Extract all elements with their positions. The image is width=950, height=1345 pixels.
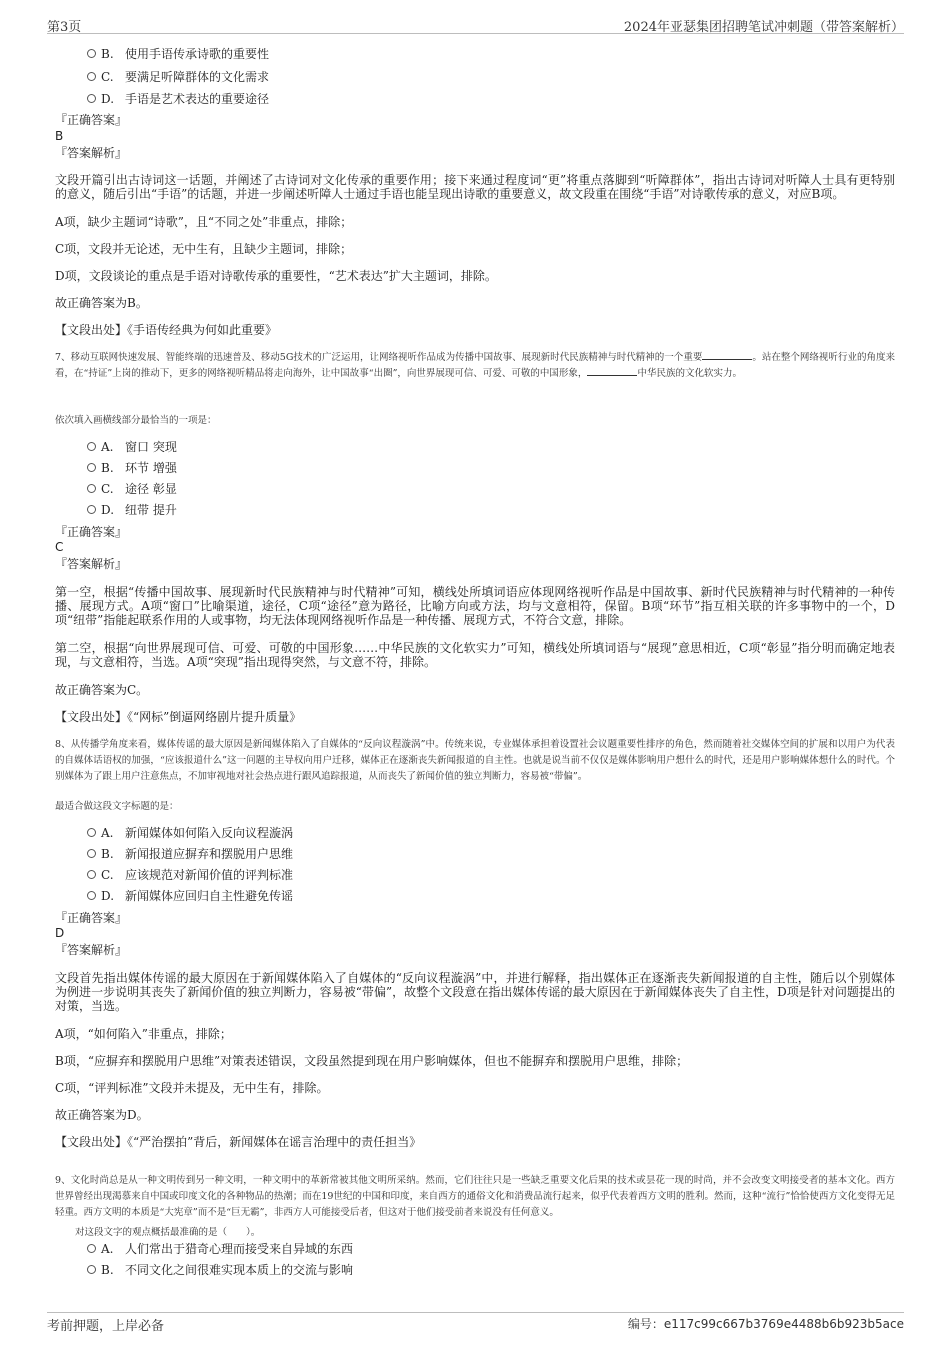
q6-answer-label: 『正确答案』: [55, 113, 128, 127]
q8-answer-label: 『正确答案』: [55, 911, 128, 925]
radio-icon[interactable]: [87, 891, 96, 900]
radio-icon[interactable]: [87, 828, 96, 837]
q7-conclusion: 故正确答案为C。: [55, 683, 149, 697]
radio-icon[interactable]: [87, 484, 96, 493]
q8-analysis-label: 『答案解析』: [55, 943, 128, 957]
radio-icon[interactable]: [87, 94, 96, 103]
q7-option-b[interactable]: B. 环节 增强: [87, 460, 177, 476]
fill-blank: [587, 366, 637, 376]
q8-answer: D: [55, 926, 65, 940]
q7-source: 【文段出处】《“网标”倒逼网络剧片提升质量》: [55, 710, 302, 724]
q7-analysis-para: 第二空，根据“向世界展现可信、可爱、可敬的中国形象……中华民族的文化软实力”可知，横线处所填词语与“展现”意思相近，C项“彰显”指分明而确定地表现，与文意相符，当选。A项“突现”指出现得突然，与文意不符，排除。: [55, 641, 895, 669]
q7-answer-label: 『正确答案』: [55, 525, 128, 539]
q9-option-b[interactable]: B. 不同文化之间很难实现本质上的交流与影响: [87, 1262, 353, 1278]
q8-option-a[interactable]: A. 新闻媒体如何陷入反向议程漩涡: [87, 825, 293, 841]
q8-instruction: 最适合做这段文字标题的是：: [55, 801, 179, 812]
q7-instruction: 依次填入画横线部分最恰当的一项是：: [55, 415, 217, 426]
q9-option-a[interactable]: A. 人们常出于猎奇心理而接受来自异域的东西: [87, 1241, 353, 1257]
q6-analysis-para: 文段开篇引出古诗词这一话题，并阐述了古诗词对文化传承的重要作用；接下来通过程度词“更”将重点落脚到“听障群体”，指出古诗词对听障人士具有更特别的意义，随后引出“手语”的话题，并进一步阐述听障人士通过手语也能呈现出诗歌的重要意义，故文段重在围绕“手语”对诗歌传承的意义，对应B项。: [55, 173, 895, 201]
radio-icon[interactable]: [87, 505, 96, 514]
q6-option-c[interactable]: C. 要满足听障群体的文化需求: [87, 69, 269, 85]
radio-icon[interactable]: [87, 849, 96, 858]
q8-stem: 8、从传播学角度来看，媒体传谣的最大原因是新闻媒体陷入了自媒体的“反向议程漩涡”中。传统来说，专业媒体承担着设置社会议题重要性排序的角色，然而随着社交媒体空间的扩展和以用户为代表的自媒体话语权的加强，“应该报道什么”这一问题的主导权向用户迁移，媒体正在逐渐丧失新闻报道的自主性。也就是说当前不仅仅是媒体影响用户想什么的时代，还是用户影响媒体想什么的时代。个别媒体为了跟上用户注意焦点，不加审视地对社会热点进行跟风追踪报道，从而丧失了新闻价值的独立判断力，容易被“带偏”。: [55, 739, 895, 782]
document-code: 编号：e117c99c667b3769e4488b6b923b5ace: [627, 1317, 904, 1331]
page-header: [47, 14, 904, 34]
radio-icon[interactable]: [87, 870, 96, 879]
footer-slogan: 考前押题，上岸必备: [47, 1319, 165, 1334]
q6-option-b[interactable]: B. 使用手语传承诗歌的重要性: [87, 46, 269, 62]
q7-option-a[interactable]: A. 窗口 突现: [87, 439, 177, 455]
radio-icon[interactable]: [87, 49, 96, 58]
q9-stem: 9、文化时尚总是从一种文明传到另一种文明，一种文明中的革新常被其他文明所采纳。然而，它们往往只是一些缺乏重要文化后果的技术或昙花一现的时尚，并不会改变文明接受者的基本文化。西方世界曾经出现渴慕来自中国或印度文化的各种物品的热潮；而在19世纪的中国和印度，来自西方的通俗文化和消费品流行起来，似乎代表着西方文明的胜利。然而，这种“流行”恰恰使西方文化变得无足轻重。西方文明的本质是“大宪章”而不是“巨无霸”，非西方人可能接受后者，但这对于他们接受前者来说没有任何意义。: [55, 1175, 895, 1218]
q6-analysis-para: C项，文段并无论述，无中生有，且缺少主题词，排除；: [55, 242, 353, 256]
q8-analysis-para: A项，“如何陷入”非重点，排除；: [55, 1027, 232, 1041]
q9-instruction: 对这段文字的观点概括最准确的是（ ）。: [75, 1227, 261, 1238]
q7-option-c[interactable]: C. 途径 彰显: [87, 481, 177, 497]
q7-analysis-para: 第一空，根据“传播中国故事、展现新时代民族精神与时代精神”可知，横线处所填词语应体现网络视听作品是中国故事、新时代民族精神与时代精神的一种传播、展现方式。A项“窗口”比喻渠道，途径，C项“途径”意为路径，比喻方向或方法，均与文意相符，保留。B项“环节”指互相关联的许多事物中的一个，D项“纽带”指能起联系作用的人或事物，均无法体现网络视听作品是一种传播、展现方式，不符合文意，排除。: [55, 585, 895, 627]
fill-blank: [702, 350, 752, 360]
q6-analysis-label: 『答案解析』: [55, 146, 128, 160]
q8-option-d[interactable]: D. 新闻媒体应回归自主性避免传谣: [87, 888, 293, 904]
radio-icon[interactable]: [87, 1244, 96, 1253]
q7-option-d[interactable]: D. 纽带 提升: [87, 502, 177, 518]
q7-answer: C: [55, 540, 64, 554]
q6-option-d[interactable]: D. 手语是艺术表达的重要途径: [87, 91, 269, 107]
radio-icon[interactable]: [87, 1265, 96, 1274]
q7-stem: 7、移动互联网快速发展、智能终端的迅速普及、移动5G技术的广泛运用，让网络视听作品成为传播中国故事、展现新时代民族精神与时代精神的一个重要 。站在整个网络视听行业的角度来看，在“持证”上岗的推动下，更多的网络视听精品将走向海外，让中国故事“出圈”，向世界展现可信、可爱、可敬的中国形象， 中华民族的文化软实力。: [55, 352, 895, 379]
q8-source: 【文段出处】《“严治摆拍”背后，新闻媒体在谣言治理中的责任担当》: [55, 1135, 422, 1149]
document-title: 2024年亚瑟集团招聘笔试冲刺题（带答案解析）: [623, 20, 904, 35]
page-footer: [47, 1312, 904, 1332]
q8-analysis-para: C项，“评判标准”文段并未提及，无中生有，排除。: [55, 1081, 329, 1095]
q6-source: 【文段出处】《手语传经典为何如此重要》: [55, 323, 278, 337]
q6-conclusion: 故正确答案为B。: [55, 296, 148, 310]
q7-analysis-label: 『答案解析』: [55, 557, 128, 571]
q6-analysis-para: A项，缺少主题词“诗歌”，且“不同之处”非重点，排除；: [55, 215, 353, 229]
q8-analysis-para: 文段首先指出媒体传谣的最大原因在于新闻媒体陷入了自媒体的“反向议程漩涡”中，并进行解释，指出媒体正在逐渐丧失新闻报道的自主性，随后以个别媒体为例进一步说明其丧失了新闻价值的独立判断力，容易被“带偏”，故整个文段意在指出媒体传谣的最大原因在于新闻媒体丧失了自主性，D项是针对问题提出的对策，当选。: [55, 971, 895, 1013]
q8-conclusion: 故正确答案为D。: [55, 1108, 149, 1122]
q8-option-b[interactable]: B. 新闻报道应摒弃和摆脱用户思维: [87, 846, 293, 862]
q6-analysis-para: D项，文段谈论的重点是手语对诗歌传承的重要性，“艺术表达”扩大主题词，排除。: [55, 269, 497, 283]
page-number: 第3页: [47, 20, 82, 35]
radio-icon[interactable]: [87, 72, 96, 81]
q8-option-c[interactable]: C. 应该规范对新闻价值的评判标准: [87, 867, 293, 883]
q8-analysis-para: B项，“应摒弃和摆脱用户思维”对策表述错误，文段虽然提到现在用户影响媒体，但也不能摒弃和摆脱用户思维，排除；: [55, 1054, 689, 1068]
radio-icon[interactable]: [87, 463, 96, 472]
q6-answer: B: [55, 129, 64, 143]
radio-icon[interactable]: [87, 442, 96, 451]
